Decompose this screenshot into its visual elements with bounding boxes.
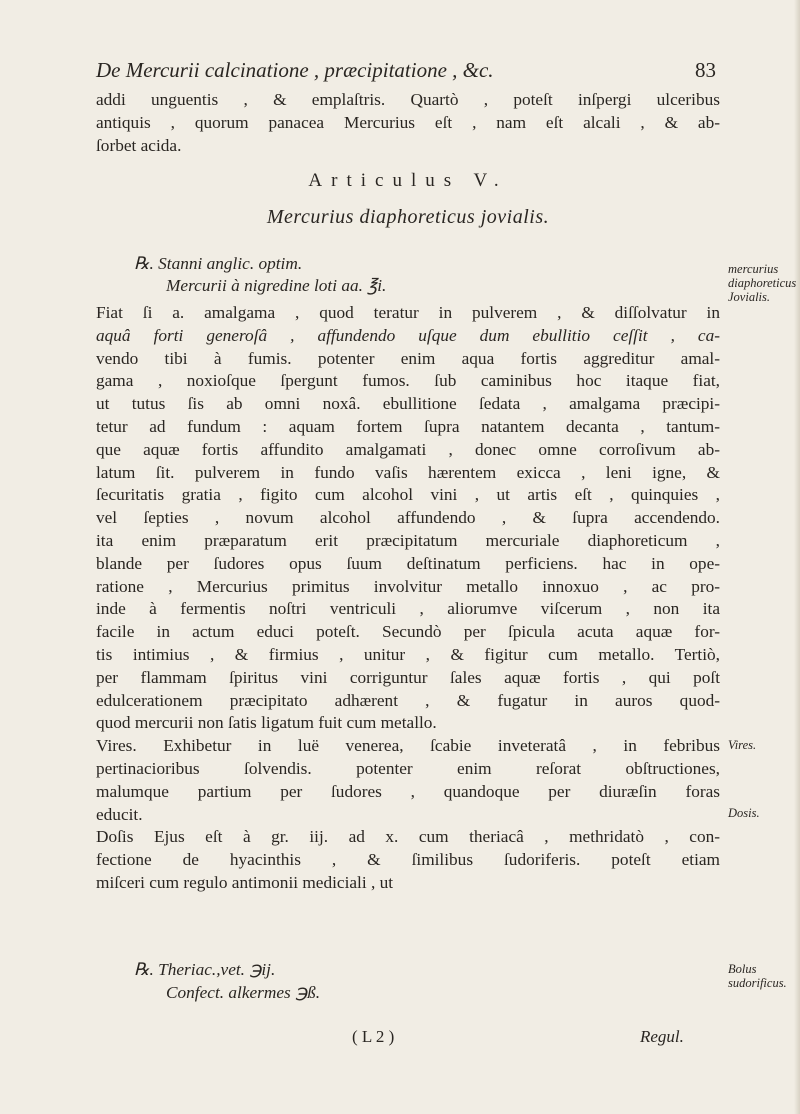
margin-note: Dosis. [728,806,760,820]
recipe-line: ℞. Stanni anglic. optim. [134,254,303,273]
text-line: ut tutus ſis ab omni noxâ. ebullitione ſedata , amalgama præcipi- [96,394,720,414]
text-line: ſorbet acida. [96,135,182,155]
margin-note: Vires. [728,738,757,752]
text-line: edulcerationem præcipitato adhærent , & fugatur in auros quod- [96,690,720,710]
text-line: vel ſepties , novum alcohol affundendo , & ſupra accendendo. [96,508,720,528]
preparation-paragraph [96,302,720,895]
recipe-line: Mercurii à nigredine loti aa. ℥i. [166,276,387,295]
catchword: Regul. [640,1027,684,1046]
text-line: latum ſit. pulverem in fundo vaſis hærentem exicca , leni igne, & [96,462,720,482]
margin-note: mercurius diaphoreticus Jovialis. [728,262,797,304]
signature-mark: ( L 2 ) [352,1027,395,1046]
text-line: miſceri cum regulo antimonii mediciali , ut [96,872,394,892]
text-line: facile in actum educi poteſt. Secundò per ſpicula acuta aquæ for- [96,622,720,642]
text-line: ratione , Mercurius primitus involvitur metallo innoxuo , ac pro- [96,576,720,596]
text-line: pertinacioribus ſolvendis. potenter enim reſorat obſtructiones, [96,758,720,778]
page-edge [794,0,800,1114]
text-line: quod mercurii non ſatis ligatum fuit cum metallo. [96,713,437,733]
text-line: aquâ forti generoſâ , affundendo uſque dum ebullitio ceſſit , ca- [96,325,720,345]
margin-note: Bolus sudorificus. [728,962,787,990]
text-line: per flammam ſpiritus vini corriguntur ſales aquæ fortis , qui poſt [96,667,720,687]
article-heading: Articulus V. [308,170,508,191]
running-title: De Mercurii calcinatione , præcipitatione , &c. [96,58,494,82]
text-line: inde à fermentis noſtri ventriculi , aliorumve viſcerum , non ita [96,599,720,619]
text-line: educit. [96,804,143,824]
text-line: tis intimius , & firmius , unitur , & figitur cum metallo. Tertiò, [96,644,720,664]
text-line: vendo tibi à fumis. potenter enim aqua fortis aggreditur amal- [96,348,720,368]
text-line: tetur ad fundum : aquam fortem ſupra natantem decanta , tantum- [96,416,720,436]
text-line: fectione de hyacinthis , & ſimilibus ſudoriferis. poteſt etiam [96,850,720,870]
recipe-line: Confect. alkermes ℈ß. [166,983,321,1002]
text-line: addi unguentis , & emplaſtris. Quartò , poteſt inſpergi ulceribus [96,90,720,109]
text-line: Fiat ſi a. amalgama , quod teratur in pulverem , & diſſolvatur in [96,303,720,322]
text-line: blande per ſudores opus ſuum deſtinatum perficiens. hac in ope- [96,553,720,573]
recipe-line: ℞. Theriac.,vet. ℈ij. [134,960,276,979]
text-line: antiquis , quorum panacea Mercurius eſt , nam eſt alcali , & ab- [96,112,720,132]
page-number: 83 [695,58,716,82]
running-head [96,58,716,83]
text-line: Vires. Exhibetur in luë venerea, ſcabie inveteratâ , in febribus [96,736,720,756]
text-line: gama , noxioſque ſpergunt fumos. ſub caminibus hoc itaque fiat, [96,371,720,391]
text-line: malumque partium per ſudores , quandoque per diuræſin foras [96,781,720,801]
text-line: ſecuritatis gratia , figito cum alcohol vini , ut artis eſt , quinquies , [96,485,720,505]
text-line: que aquæ fortis affundito amalgamati , donec omne corroſivum ab- [96,439,720,459]
text-line: Doſis Ejus eſt à gr. iij. ad x. cum theriacâ , methridatò , con- [96,827,720,847]
intro-paragraph [96,89,720,157]
article-title: Mercurius diaphoreticus jovialis. [266,206,550,228]
text-line: ita enim præparatum erit præcipitatum mercuriale diaphoreticum , [96,530,720,550]
